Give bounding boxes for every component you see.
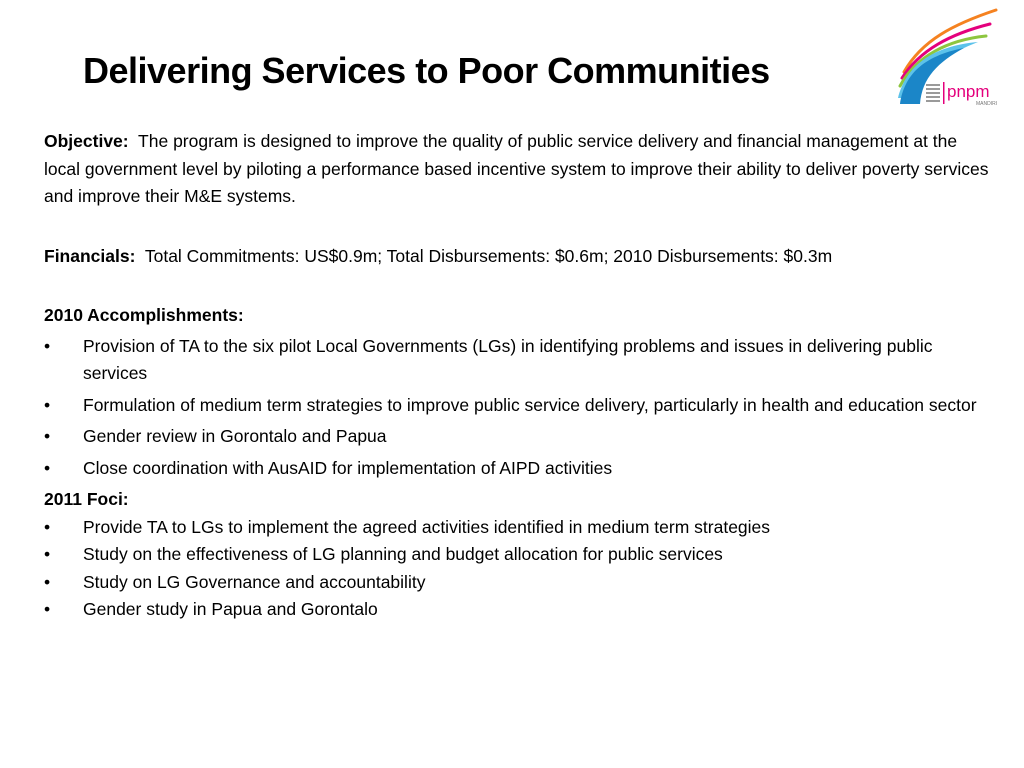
objective-text: The program is designed to improve the quality of public service delivery and financial management at the local government level by piloting a performance based incentive system to improve their ability to deliver poverty services and improve their M&E systems. (44, 131, 989, 206)
accomplishments-list (44, 333, 989, 483)
list-item: • Close coordination with AusAID for implementation of AIPD activities (44, 455, 989, 483)
slide-body (44, 128, 989, 624)
bullet-icon: • (44, 516, 51, 537)
accomplishments-heading: 2010 Accomplishments: (44, 305, 244, 325)
slide-title: Delivering Services to Poor Communities (83, 50, 770, 91)
bullet-icon: • (44, 394, 51, 415)
list-item: • Provision of TA to the six pilot Local Governments (LGs) in identifying problems and issues in delivering public services (44, 333, 989, 388)
financials-paragraph (44, 243, 989, 271)
objective-label: Objective: (44, 131, 129, 151)
bullet-icon: • (44, 457, 51, 478)
list-item: • Gender study in Papua and Gorontalo (44, 596, 989, 624)
financials-label: Financials: (44, 245, 136, 266)
pnpm-logo-icon (892, 6, 1004, 112)
list-item: • Study on the effectiveness of LG planning and budget allocation for public services (44, 541, 989, 569)
list-item: • Gender review in Gorontalo and Papua (44, 423, 989, 451)
bullet-icon: • (44, 426, 51, 446)
list-item: • Formulation of medium term strategies to improve public service delivery, particularly in health and education sector (44, 392, 989, 420)
bullet-icon: • (44, 599, 51, 619)
financials-text: Total Commitments: US$0.9m; Total Disbursements: $0.6m; 2010 Disbursements: $0.3m (144, 245, 833, 266)
logo-subtext: MANDIRI (976, 101, 998, 107)
bullet-icon: • (44, 571, 51, 592)
bullet-icon: • (44, 335, 51, 356)
list-item: • Provide TA to LGs to implement the agreed activities identified in medium term strategies (44, 514, 989, 542)
list-item: • Study on LG Governance and accountability (44, 569, 989, 597)
foci-list (44, 514, 989, 624)
foci-heading: 2011 Foci: (44, 489, 129, 509)
logo-text: pnpm (947, 82, 990, 101)
objective-paragraph (44, 128, 989, 211)
bullet-icon: • (44, 544, 51, 564)
